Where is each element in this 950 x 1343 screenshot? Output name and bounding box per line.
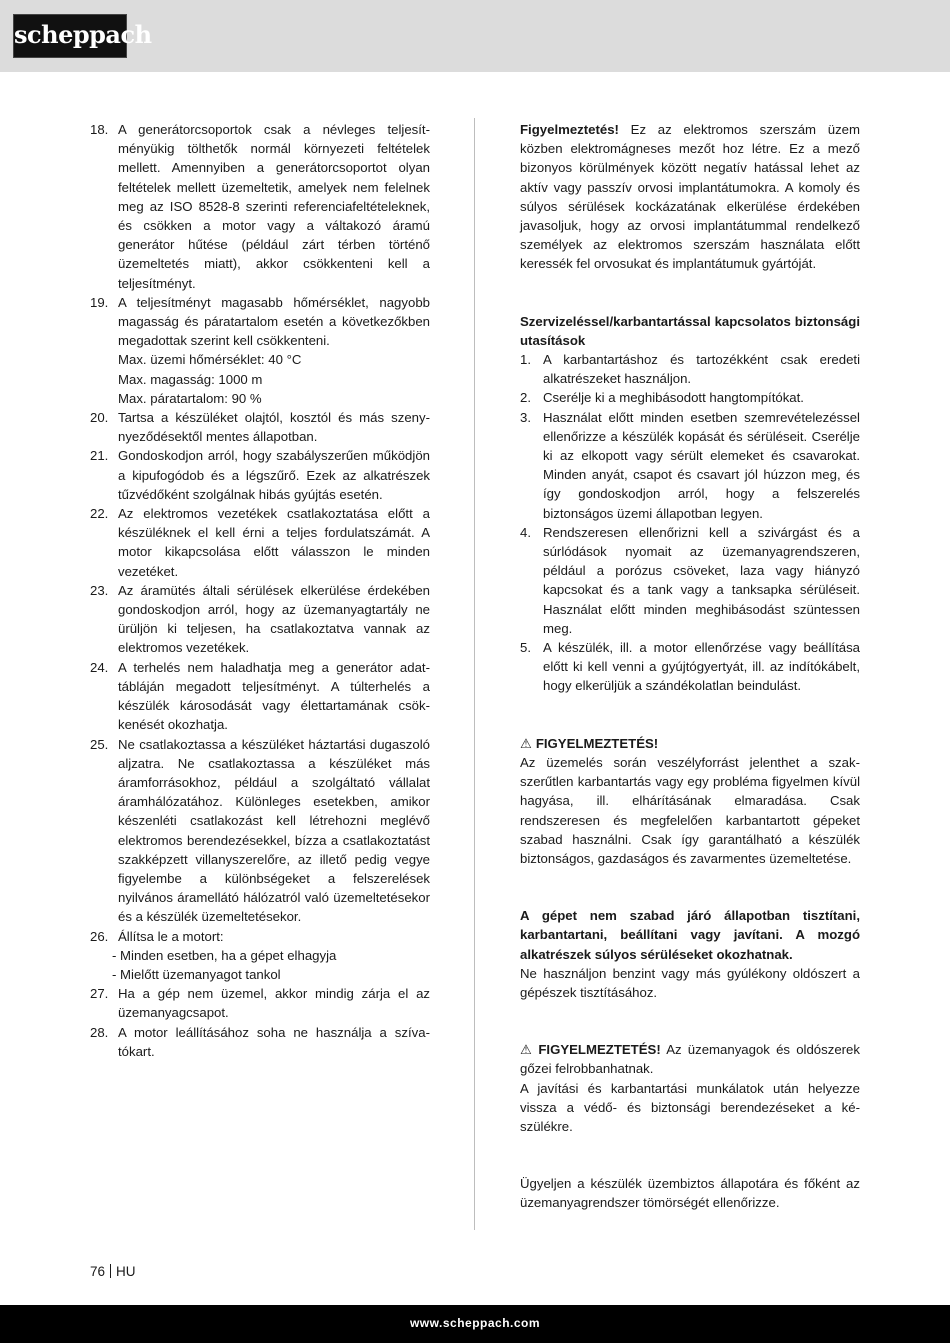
safety-list-left (90, 120, 430, 1061)
warning-triangle-icon: ⚠ (520, 735, 532, 751)
closing-note: Ügyeljen a készülék üzembiztos állapotára és főként az üzemanyagrendszer tömörségét ellenőrizze. (520, 1176, 860, 1211)
list-item (520, 638, 860, 696)
item-text: Gondoskodjon arról, hogy szabályszerűen működjön a kipufogódob és a légszűrő. Ezek az alkatrészek tűzvédőként szolgálnak hibás gyújtás esetén. (118, 448, 430, 502)
item-text: Ne csatlakoztassa a készüléket háztartási dugaszoló aljzatra. Ne csatlakoztassa a készüléket más áramforrásokhoz, például a szolgáltató vállalat áramhálózatához. Különleges esetekben, amikor készenléti csatlakozást kell létrehozni meglévő elektromos berendezésekkel, bízza a csatlakoztatást szakképzett villanyszerelőre, az illető pedig vegye figyelembe a különbségeket a felszerelések nyilvános áramellátó hálózatról való üzemeltetésekor és a készülék üzemeltetésekor. (118, 736, 430, 925)
item-text: A terhelés nem haladhatja meg a generátor adattábláján megadott teljesítményt. A túlterhelés a készülék károsodását vagy élettartamának csökkenését okozhatja. (118, 659, 430, 733)
warning-label: Figyelmeztetés! (520, 122, 619, 137)
list-item (90, 1023, 430, 1061)
limit-line: Max. üzemi hőmérséklet: 40 °C (118, 352, 302, 368)
fuel-vapour-warning (520, 1040, 860, 1078)
warning-label: FIGYELMEZTETÉS! (538, 1042, 661, 1058)
header-band (0, 0, 950, 72)
list-item (90, 927, 430, 985)
item-number: 2. (520, 390, 531, 406)
item-text: Az áramütés általi sérülések elkerülése érdekében gondoskodjon arról, hogy az üzemanyagtartály ne ürüljön ki teljesen, ha csatlakoztatva vannak az elektromos vezetékek. (118, 582, 430, 656)
moving-parts-warning: A gépet nem szabad járó állapotban tisztítani, karbantartani, beállítani vagy javítani. A mozgó alkatrészek súlyos sérüléseket okozhatnak. (520, 908, 860, 962)
item-number: 25. (90, 736, 109, 752)
emf-warning (520, 120, 860, 274)
item-number: 5. (520, 640, 531, 656)
item-number: 20. (90, 410, 109, 426)
item-text: A készülék, ill. a motor ellenőrzése vagy beállítása előtt ki kell venni a gyújtógyertyát, ill. az indítókábelt, hogy elkerüljük a szándékolatlan beindulást. (543, 640, 860, 694)
reinstall-guards-text: A javítási és karbantartási munkálatok után helyezze vissza a védő- és biztonsági berendezéseket a készülékre. (520, 1080, 860, 1134)
warning-triangle-icon: ⚠ (520, 1042, 535, 1058)
page-footer (90, 1264, 136, 1279)
item-number: 28. (90, 1024, 109, 1040)
list-item (520, 408, 860, 523)
service-list (520, 350, 860, 696)
page-number: 76 (90, 1264, 106, 1279)
warning-label: FIGYELMEZTETÉS! (535, 735, 659, 751)
website-url: www.scheppach.com (409, 1316, 541, 1330)
item-text: Használat előtt minden esetben szemrevételezéssel ellenőrizze a készülék kopását és sérüléseit. Cserélje ki az elkopott vagy sérült elemeket és csavarokat. Minden anyát, csapot és csavart jól húzzon meg, és így gondoskodjon arról, hogy a felszerelés biztonságos üzemi állapotban legyen. (543, 409, 860, 521)
item-number: 23. (90, 582, 109, 598)
list-item (90, 658, 430, 735)
item-text: A karbantartáshoz és tartozékként csak eredeti alkatrészeket használjon. (543, 352, 860, 387)
item-text: A generátorcsoportok csak a névleges teljesítményükig tölthetők normál környezeti feltételek mellett. Amennyiben a generátorcsoportot olyan feltételek mellett üzemeltetik, amelyek nem felelnek meg az ISO 8528-8 szerinti referenciafeltételeknek, és csökken a motor vagy a váltakozó áramú generátor hűtése (például zárt térben történő üzemeltetés miatt), akkor csökkenteni kell a teljesítményt. (118, 122, 430, 291)
item-number: 4. (520, 524, 531, 540)
item-number: 26. (90, 928, 109, 944)
language-code: HU (116, 1264, 136, 1279)
item-number: 19. (90, 294, 109, 310)
benzine-note: Ne használjon benzint vagy más gyúlékony oldószert a gépészek tisztításához. (520, 965, 860, 1000)
limit-line: Max. magasság: 1000 m (118, 371, 263, 387)
right-column (520, 120, 860, 1213)
item-number: 21. (90, 448, 109, 464)
dash-line: - Minden esetben, ha a gépet elhagyja (112, 947, 337, 963)
maintenance-warning-text: Az üzemelés során veszélyforrást jelenthet a szakszerűtlen karbantartás vagy egy probléma figyelmen kívül hagyása, ill. elhárításának elmaradása. Csak rendszeresen és megfelelően karbantartott gépeket szabad használni. Csak így garantálható a készülék biztonságos, gazdaságos és zavarmentes üzemeltetése. (520, 754, 860, 866)
item-text: A motor leállításához soha ne használja a szívatókart. (118, 1024, 430, 1059)
list-item (90, 735, 430, 927)
limit-line: Max. páratartalom: 90 % (118, 390, 262, 406)
column-divider (474, 118, 475, 1230)
warning-heading (520, 734, 860, 753)
left-column (90, 120, 430, 1061)
list-item (90, 984, 430, 1022)
list-item (520, 350, 860, 388)
item-text: A teljesítményt magasabb hőmérséklet, nagyobb magasság és páratartalom esetén a következőkben megadottak szerint kell csökkenteni. (118, 294, 430, 349)
item-number: 27. (90, 986, 109, 1002)
item-number: 1. (520, 352, 531, 368)
item-text: Az elektromos vezetékek csatlakoztatása előtt a készüléknek el kell érni a teljes fordulatszámát. A motor kikapcsolása előtt válasszon le minden vezetéket. (118, 506, 430, 579)
item-number: 3. (520, 409, 531, 425)
footer-separator (110, 1264, 111, 1278)
item-number: 18. (90, 122, 109, 137)
warning-text: Ez az elektromos szerszám üzem közben elektromágneses mezőt hoz létre. Ez a mező bizonyos körülmények között negatív hatással lehet az aktív vagy passzív orvosi implantátumokra. A komoly és súlyos sérülések kockázatának elkerülése érdekében javasoljuk, hogy az orvosi implantátummal rendelkező személyek az elektromos szerszám használata előtt keressék fel orvosukat és implantátumuk gyártóját. (520, 122, 860, 272)
item-number: 22. (90, 506, 109, 522)
list-item (90, 446, 430, 504)
item-text: Ha a gép nem üzemel, akkor mindig zárja el az üzemanyagcsapot. (118, 986, 430, 1021)
list-item (520, 523, 860, 638)
dash-line: - Mielőtt üzemanyagot tankol (112, 966, 281, 982)
item-number: 24. (90, 659, 109, 675)
service-heading: Szervizeléssel/karbantartással kapcsolatos biztonsági utasítások (520, 313, 860, 348)
scheppach-logo: scheppach (13, 14, 127, 58)
list-item (90, 581, 430, 658)
footer-band (0, 1305, 950, 1343)
item-text: Cserélje ki a meghibásodott hangtompítókat. (543, 390, 804, 406)
list-item (90, 293, 430, 408)
list-item (520, 388, 860, 407)
list-item (90, 504, 430, 581)
item-text: Tartsa a készüléket olajtól, kosztól és más szenynyeződésektől mentes állapotban. (118, 410, 430, 445)
item-text: Rendszeresen ellenőrizni kell a szivárgást és a súrlódások nyomait az üzemanyagrendszeren, például a porózus csöveket, laza vagy hiányzó kapcsokat és a tank vagy a tanksapka sérüléseit. Használat előtt minden meghibásodást szüntessen meg. (543, 524, 860, 636)
list-item (90, 120, 430, 293)
warning-text: Az üzemanyagok és oldószerek gőzei felrobbanhatnak. (520, 1042, 860, 1077)
item-text: Állítsa le a motort: (118, 928, 224, 944)
list-item (90, 408, 430, 446)
